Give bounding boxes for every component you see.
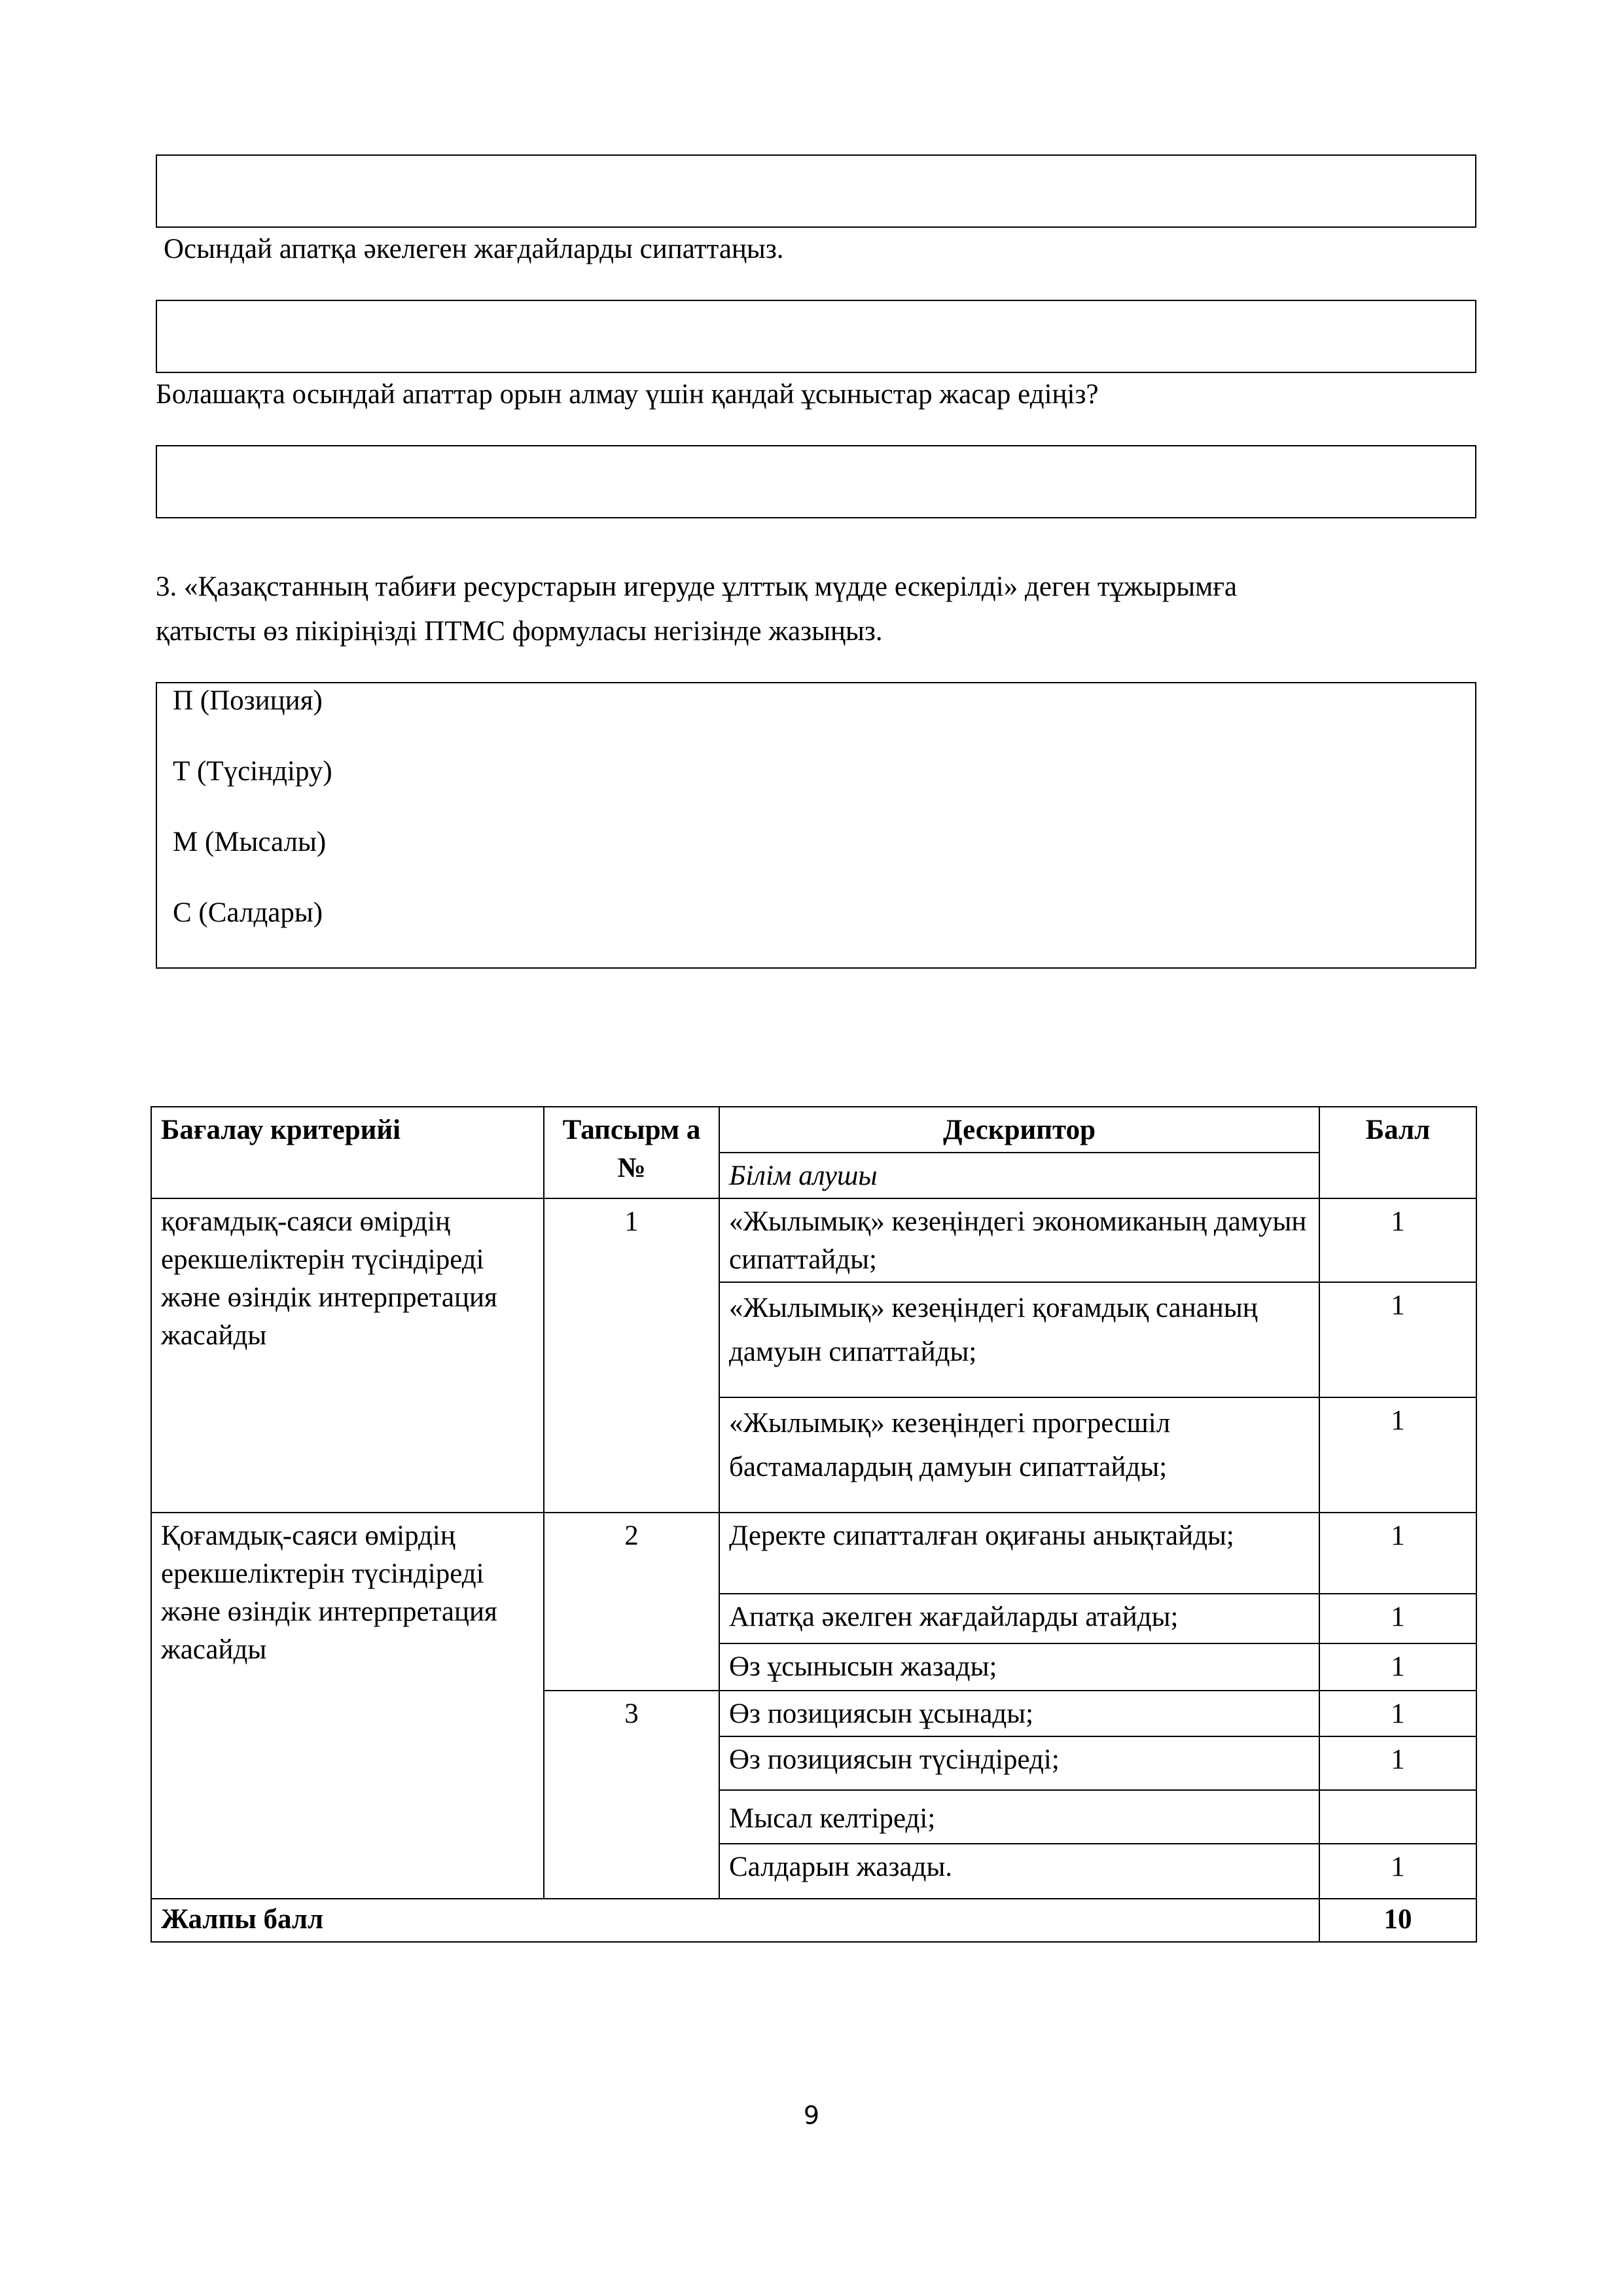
score-cell: 1 (1319, 1594, 1476, 1643)
task3-question-line2: қатысты өз пікіріңізді ПТМС формуласы негізінде жазыңыз. (156, 616, 883, 647)
answer-box-1[interactable] (156, 154, 1476, 228)
header-score: Балл (1319, 1107, 1476, 1198)
task-number-cell: 1 (544, 1198, 719, 1513)
header-criteria: Бағалау критерийі (151, 1107, 544, 1198)
task-number-cell: 2 (544, 1513, 719, 1691)
score-cell: 1 (1319, 1198, 1476, 1282)
assessment-rubric-table (151, 1106, 1477, 1943)
total-score-label: Жалпы балл (151, 1899, 1319, 1942)
ptms-explanation-label: Т (Түсіндіру) (173, 756, 332, 787)
header-learner: Білім алушы (719, 1153, 1319, 1198)
task3-question-line1: 3. «Қазақстанның табиғи ресурстарын игеруде ұлттық мүдде ескерілді» деген тұжырымға (156, 571, 1238, 602)
criteria-cell: қоғамдық-саяси өмірдің ерекшеліктерін түсіндіреді және өзіндік интерпретация жасайды (151, 1198, 544, 1513)
answer-box-3[interactable] (156, 445, 1476, 518)
descriptor-cell: Деректе сипатталған оқиғаны анықтайды; (719, 1513, 1319, 1594)
descriptor-cell: «Жылымық» кезеңіндегі экономиканың дамуын сипаттайды; (719, 1198, 1319, 1282)
descriptor-cell: Өз ұсынысын жазады; (719, 1643, 1319, 1691)
score-cell: 1 (1319, 1397, 1476, 1513)
prompt-future-suggestions: Болашақта осындай апаттар орын алмау үшін қандай ұсыныстар жасар едіңіз? (156, 379, 1099, 410)
ptms-answer-box[interactable] (156, 682, 1476, 969)
descriptor-cell: Өз позициясын ұсынады; (719, 1691, 1319, 1736)
ptms-consequence-label: С (Салдары) (173, 897, 323, 928)
score-cell: 1 (1319, 1736, 1476, 1790)
task-number-cell: 3 (544, 1691, 719, 1899)
score-cell: 1 (1319, 1282, 1476, 1397)
ptms-position-label: П (Позиция) (173, 685, 323, 716)
score-cell: 1 (1319, 1643, 1476, 1691)
descriptor-cell: «Жылымық» кезеңіндегі прогресшіл бастамалардың дамуын сипаттайды; (719, 1397, 1319, 1513)
score-cell (1319, 1790, 1476, 1844)
total-score-value: 10 (1319, 1899, 1476, 1942)
descriptor-cell: Салдарын жазады. (719, 1844, 1319, 1899)
score-cell: 1 (1319, 1513, 1476, 1594)
prompt-describe-circumstances: Осындай апатқа әкелеген жағдайларды сипаттаңыз. (164, 234, 784, 264)
descriptor-cell: «Жылымық» кезеңіндегі қоғамдық сананың дамуын сипаттайды; (719, 1282, 1319, 1397)
header-task-no: Тапсырм а № (544, 1107, 719, 1198)
score-cell: 1 (1319, 1844, 1476, 1899)
header-descriptor: Дескриптор (719, 1107, 1319, 1153)
criteria-cell: Қоғамдық-саяси өмірдің ерекшеліктерін түсіндіреді және өзіндік интерпретация жасайды (151, 1513, 544, 1899)
descriptor-cell: Апатқа әкелген жағдайларды атайды; (719, 1594, 1319, 1643)
descriptor-cell: Өз позициясын түсіндіреді; (719, 1736, 1319, 1790)
answer-box-2[interactable] (156, 300, 1476, 373)
score-cell: 1 (1319, 1691, 1476, 1736)
descriptor-cell: Мысал келтіреді; (719, 1790, 1319, 1844)
page-number: 9 (803, 2101, 820, 2130)
ptms-example-label: М (Мысалы) (173, 827, 327, 857)
